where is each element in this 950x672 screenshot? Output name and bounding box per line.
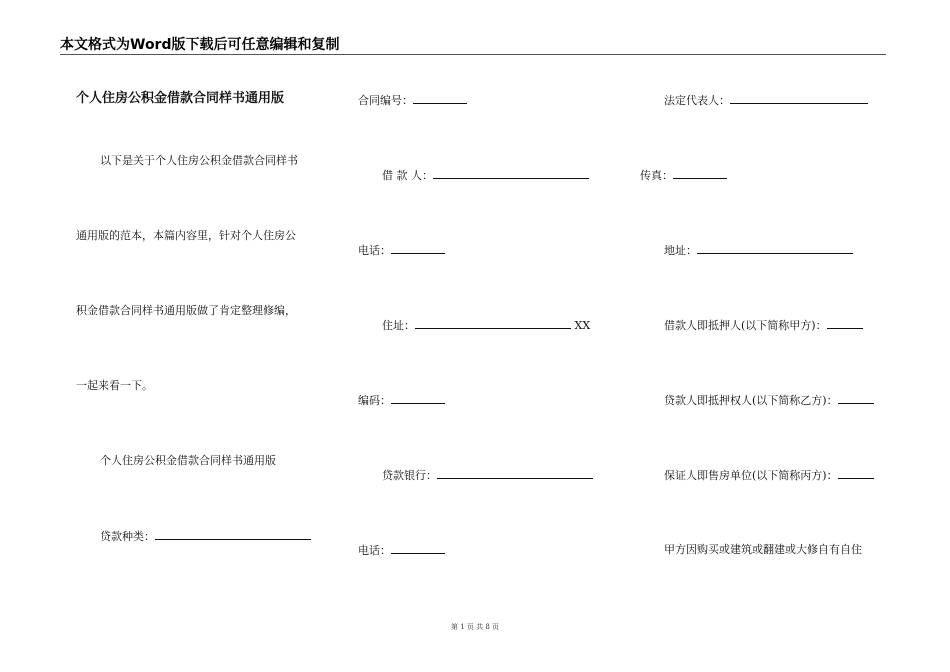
borrower-label: 借 款 人： [382, 169, 433, 182]
phone-blank-2 [391, 543, 445, 554]
postcode-blank [391, 393, 445, 404]
section-subtitle: 个人住房公积金借款合同样书通用版 [100, 454, 276, 467]
header-text: 本文格式为Word版下载后可任意编辑和复制 [60, 37, 340, 53]
party-b-field [664, 393, 874, 408]
legal-rep-label: 法定代表人： [664, 94, 730, 107]
lending-bank-field [382, 468, 593, 483]
party-c-field [664, 468, 874, 483]
lending-bank-blank [437, 468, 593, 479]
borrower-field [382, 168, 589, 183]
fax-blank [673, 168, 727, 179]
page-number: 第 1 页 共 8 页 [450, 623, 500, 631]
postcode-label: 编码： [358, 394, 391, 407]
borrower-blank [433, 168, 589, 179]
phone-field-1 [358, 243, 445, 258]
contract-no-field [358, 93, 467, 108]
phone-field-2 [358, 543, 445, 558]
location-blank [697, 243, 853, 254]
legal-rep-field [664, 93, 868, 108]
document-title: 个人住房公积金借款合同样书通用版 [76, 91, 285, 106]
address-label: 住址： [382, 319, 415, 332]
party-b-blank [838, 393, 874, 404]
loan-type-field [100, 529, 311, 544]
party-a-blank [827, 318, 863, 329]
column-right [640, 0, 900, 672]
address-field [382, 318, 590, 333]
address-blank [415, 318, 571, 329]
loan-type-blank [155, 529, 311, 540]
party-c-label: 保证人即售房单位(以下简称丙方)： [664, 469, 838, 482]
fax-field [640, 168, 727, 183]
intro-line-1: 以下是关于个人住房公积金借款合同样书 [100, 154, 298, 167]
phone-label-2: 电话： [358, 544, 391, 557]
lending-bank-label: 贷款银行： [382, 469, 437, 482]
party-b-label: 贷款人即抵押权人(以下简称乙方)： [664, 394, 838, 407]
intro-line-3: 积金借款合同样书通用版做了肯定整理修编， [76, 304, 296, 317]
contract-no-blank [413, 93, 467, 104]
address-suffix: XX [574, 319, 591, 332]
party-c-blank [838, 468, 874, 479]
location-field [664, 243, 853, 258]
party-a-label: 借款人即抵押人(以下简称甲方)： [664, 319, 827, 332]
legal-rep-blank [730, 93, 868, 104]
column-middle [358, 0, 608, 672]
intro-line-4: 一起来看一下。 [76, 379, 153, 392]
contract-no-label: 合同编号： [358, 94, 413, 107]
clause-line: 甲方因购买或建筑或翻建或大修自有自住 [664, 543, 862, 556]
column-left [76, 0, 336, 672]
party-a-field [664, 318, 863, 333]
phone-label-1: 电话： [358, 244, 391, 257]
postcode-field [358, 393, 445, 408]
intro-line-2: 通用版的范本，本篇内容里，针对个人住房公 [76, 229, 296, 242]
location-label: 地址： [664, 244, 697, 257]
fax-label: 传真： [640, 169, 673, 182]
phone-blank-1 [391, 243, 445, 254]
loan-type-label: 贷款种类： [100, 530, 155, 543]
